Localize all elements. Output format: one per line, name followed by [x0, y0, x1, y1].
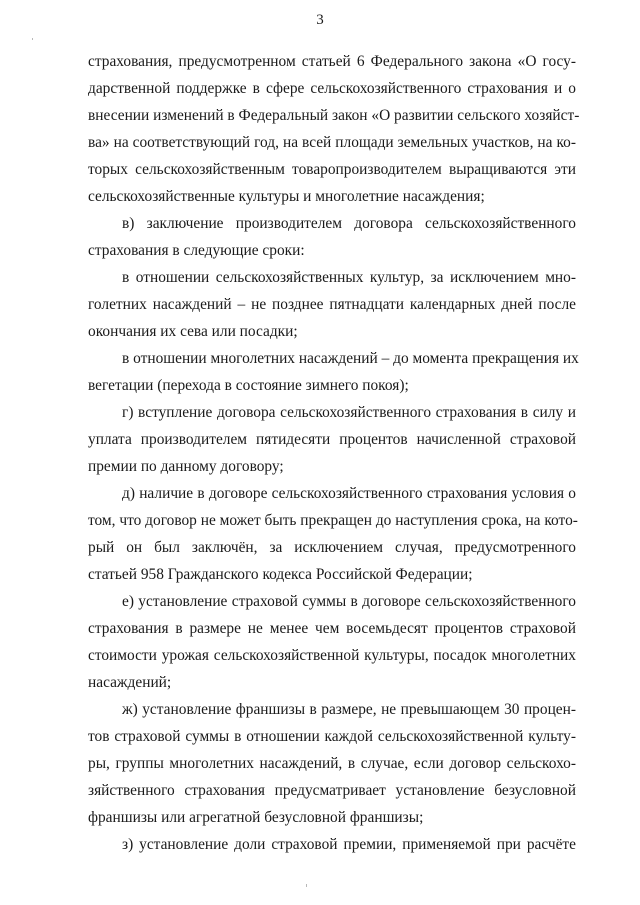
text-line: франшизы или агрегатной безусловной франшизы;: [88, 809, 424, 826]
text-line: г) вступление договора сельскохозяйственного страхования в силу и: [122, 404, 576, 421]
text-line: голетних насаждений – не позднее пятнадцати календарных дней после: [88, 296, 576, 313]
text-line: вегетации (перехода в состояние зимнего покоя);: [88, 377, 409, 394]
text-line: страхования, предусмотренном статьей 6 Федерального закона «О госу-: [88, 53, 576, 70]
text-line: внесении изменений в Федеральный закон «О развитии сельского хозяйст-: [88, 107, 580, 124]
text-line: зяйственного страхования предусматривает установление безусловной: [88, 782, 576, 799]
text-line: окончания их сева или посадки;: [88, 323, 298, 340]
text-line: в) заключение производителем договора сельскохозяйственного: [122, 215, 576, 232]
text-line: стоимости урожая сельскохозяйственной культуры, посадок многолетних: [88, 647, 576, 664]
text-line: страхования в размере не менее чем восемьдесят процентов страховой: [88, 620, 576, 637]
text-line: торых сельскохозяйственным товаропроизводителем выращиваются эти: [88, 161, 576, 178]
scan-speck: [306, 884, 307, 887]
text-line: е) установление страховой суммы в договоре сельскохозяйственного: [122, 593, 576, 610]
text-line: статьей 958 Гражданского кодекса Российской Федерации;: [88, 566, 473, 583]
text-line: в отношении сельскохозяйственных культур, за исключением мно-: [122, 269, 576, 286]
text-line: уплата производителем пятидесяти процентов начисленной страховой: [88, 431, 576, 448]
text-line: д) наличие в договоре сельскохозяйственного страхования условия о: [122, 485, 576, 502]
text-line: з) установление доли страховой премии, применяемой при расчёте: [122, 836, 576, 853]
text-line: сельскохозяйственные культуры и многолетние насаждения;: [88, 188, 485, 205]
text-line: ва» на соответствующий год, на всей площади земельных участков, на ко-: [88, 134, 576, 151]
text-line: ж) установление франшизы в размере, не превышающем 30 процен-: [122, 701, 576, 718]
text-line: тов страховой суммы в отношении каждой сельскохозяйственной культу-: [88, 728, 576, 745]
text-line: премии по данному договору;: [88, 458, 284, 475]
text-line: дарственной поддержке в сфере сельскохозяйственного страхования и о: [88, 80, 576, 97]
text-line: страхования в следующие сроки:: [88, 242, 305, 259]
scan-speck: [32, 38, 33, 40]
page-number: 3: [316, 12, 324, 28]
text-line: насаждений;: [88, 674, 172, 691]
text-line: том, что договор не может быть прекращен до наступления срока, на кото-: [88, 512, 578, 529]
text-line: рый он был заключён, за исключением случая, предусмотренного: [88, 539, 576, 556]
text-line: ры, группы многолетних насаждений, в случае, если договор сельскохо-: [88, 755, 576, 772]
text-line: в отношении многолетних насаждений – до момента прекращения их: [122, 350, 579, 367]
